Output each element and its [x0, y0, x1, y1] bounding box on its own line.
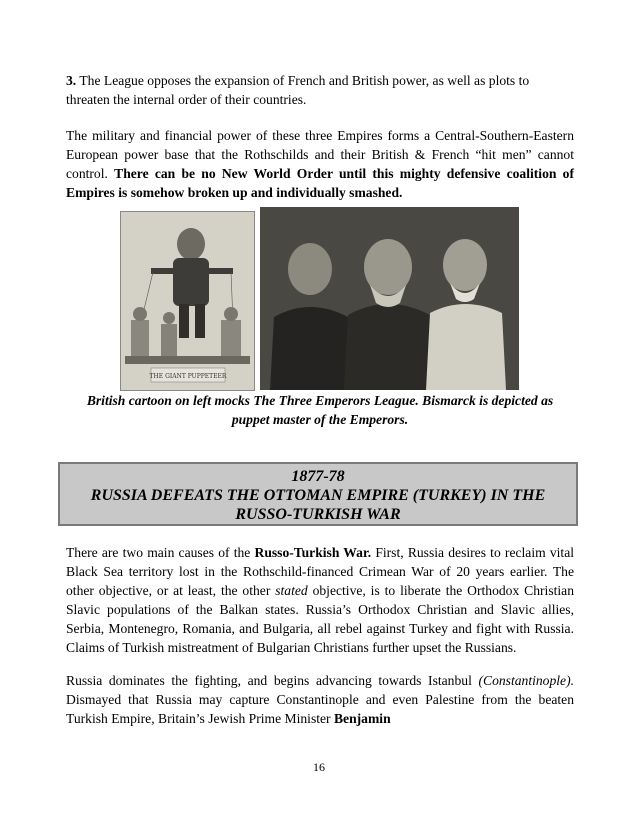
cartoon-title: THE GIANT PUPPETEER	[149, 373, 227, 380]
paragraph-league-opposes	[66, 71, 574, 109]
section-title-line-2: RUSSO-TURKISH WAR	[235, 506, 401, 523]
paragraph-text: objective, is to liberate the Orthodox Christian Slavic populations of the Balkan states. Russia’s Orthodox Christian and Slavic allies, Serbia, Montenegro, Romania, and Bulgaria, all rebel against Turkey and fight with Russia. Claims of Turkish mistreatment of Bulgarian Christians further upset the Russians.	[66, 583, 574, 655]
paragraph-two-causes	[66, 543, 574, 657]
paragraph-russia-dominates	[66, 671, 574, 728]
paragraph-text: Dismayed that Russia may capture Constantinople and even Palestine from the beaten Turkish Empire, Britain’s Jewish Prime Minister	[66, 692, 574, 726]
emperors-photo-illustration	[260, 207, 519, 390]
page-number: 16	[313, 760, 325, 774]
paragraph-text: The League opposes the expansion of French and British power, as well as plots to threaten the internal order of their countries.	[66, 73, 530, 107]
caption-line-1: British cartoon on left mocks The Three Emperors League. Bismarck is depicted as	[86, 393, 554, 408]
section-year: 1877-78	[291, 468, 345, 485]
cartoon-illustration	[121, 212, 254, 390]
paragraph-military-power	[66, 126, 574, 202]
paragraph-text: The military and financial power of these three Empires forms a Central-Southern-Eastern European power base that the Rothschilds and their British & French “hit men” cannot control.	[66, 128, 574, 181]
figure-images	[120, 207, 519, 390]
paragraph-italic-text: (Constantinople).	[478, 673, 574, 688]
paragraph-text: There are two main causes of the	[66, 545, 255, 560]
section-heading-box	[58, 462, 578, 526]
paragraph-text: Russia dominates the fighting, and begins advancing towards Istanbul	[66, 673, 479, 688]
figure-caption	[66, 391, 574, 429]
paragraph-italic-text: stated	[275, 583, 308, 598]
caption-line-2: puppet master of the Emperors.	[231, 412, 409, 427]
list-number: 3.	[66, 73, 77, 88]
emperors-photograph	[260, 207, 519, 390]
paragraph-bold-text: There can be no New World Order until this mighty defensive coalition of Empires is somehow broken up and individually smashed.	[66, 166, 574, 200]
section-title-line-1: RUSSIA DEFEATS THE OTTOMAN EMPIRE (TURKEY) IN THE	[90, 487, 546, 504]
paragraph-text: First, Russia desires to reclaim vital Black Sea territory lost in the Rothschild-financed Crimean War of 20 years earlier. The other objective, or at least, the other	[66, 545, 575, 598]
cartoon-image	[120, 211, 255, 391]
paragraph-bold-text: Benjamin	[333, 711, 391, 726]
paragraph-bold-text: Russo-Turkish War.	[254, 545, 372, 560]
